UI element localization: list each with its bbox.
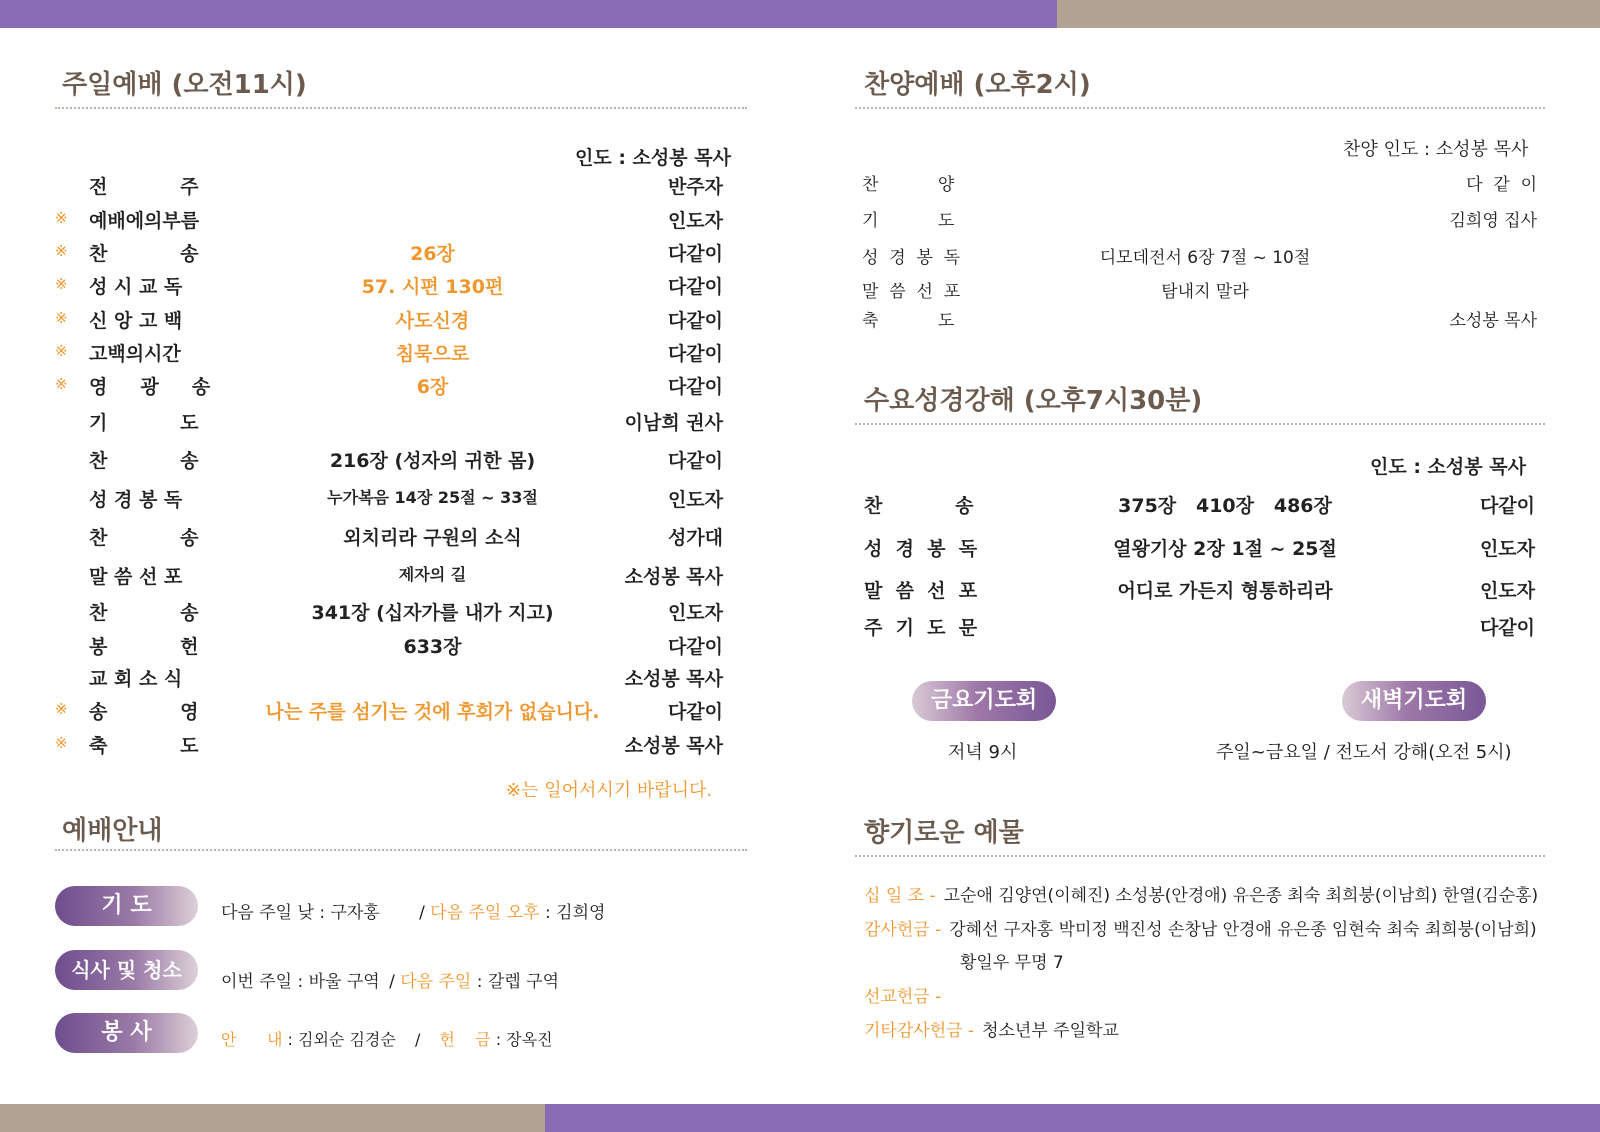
friday-prayer-time: 저녁 9시 [948,742,1018,763]
wednesday-title: 수요성경강해 (오후7시30분) [864,386,1203,416]
bottom-bar-taupe [0,1104,545,1132]
worship-item-person: 성가대 [667,527,723,549]
usher-names: : 김외순 김경순 [287,1030,396,1049]
worship-item-name: 영 광 송 [89,376,211,398]
worship-item-name: 성 시 교 독 [89,276,183,298]
sunday-leader: 인도 : 소성봉 목사 [575,147,731,169]
standing-note: ※는 일어서시기 바랍니다. [506,780,713,801]
praise-item-person: 김희영 집사 [1449,211,1537,231]
stand-mark: ※ [55,734,68,752]
wednesday-row [0,576,1600,606]
worship-item-name: 기 도 [89,412,199,434]
worship-item-person: 다같이 [667,343,723,365]
offering-names: 고순애 김양연(이혜진) 소성봉(안경애) 유은종 최숙 최희붕(이남희) 한열(김순홍) [943,886,1539,906]
wednesday-item-content: 열왕기상 2장 1절 ~ 25절 [1113,538,1337,560]
wednesday-item-name: 찬 송 [864,495,974,517]
praise-row [0,243,1600,273]
prayer-label: 기 도 [55,886,198,926]
worship-row [0,372,760,402]
sunday-title: 주일예배 (오전11시) [62,70,307,100]
offering-rule [855,855,1545,857]
praise-row [0,206,1600,236]
worship-item-name: 찬 송 [89,450,199,472]
worship-item-person: 다같이 [667,701,723,723]
praise-row [0,277,1600,307]
separator: / [414,1030,421,1049]
offering-category: 기타감사헌금 - [864,1021,975,1041]
offering-row [864,948,1064,973]
worship-item-content: 제자의 길 [398,565,467,584]
worship-item-name: 말 씀 선 포 [89,566,183,588]
worship-item-name: 예배에의부름 [89,210,200,232]
praise-item-person: 소성봉 목사 [1449,311,1537,331]
praise-item-name: 찬 양 [862,175,955,195]
worship-item-name: 고백의시간 [89,343,181,365]
offering-names: 강혜선 구자홍 박미정 백진성 손창남 안경애 유은종 임현숙 최숙 최희붕(이남희) [949,920,1537,940]
separator: / [419,903,425,923]
meal-label: 식사 및 청소 [55,950,198,990]
worship-item-name: 찬 송 [89,243,199,265]
meal-this-week: 이번 주일 : 바울 구역 [221,972,380,992]
worship-item-name: 축 도 [89,735,199,757]
praise-rule [855,107,1545,109]
wednesday-item-content: 어디로 가든지 형통하리라 [1117,580,1333,602]
worship-item-person: 반주자 [667,176,723,198]
wednesday-row [0,534,1600,564]
sunday-rule [55,107,747,109]
wednesday-row [0,491,1600,521]
dawn-prayer-time: 주일~금요일 / 전도서 강해(오전 5시) [1216,742,1512,763]
meal-next-week: : 갈렙 구역 [476,972,559,992]
dawn-prayer-label: 새벽기도회 [1342,681,1486,721]
worship-item-person: 소성봉 목사 [624,735,723,757]
bottom-bar-purple [545,1104,1600,1132]
praise-leader: 찬양 인도 : 소성봉 목사 [1343,139,1529,160]
wednesday-item-name: 성 경 봉 독 [864,538,978,560]
wednesday-item-person: 다같이 [1479,495,1535,517]
wednesday-rule [855,423,1545,425]
stand-mark: ※ [55,209,68,227]
worship-item-name: 송 영 [89,701,199,723]
offering-helper-name: : 장옥진 [495,1030,553,1049]
worship-item-content: 341장 (십자가를 내가 지고) [311,602,554,624]
stand-mark: ※ [55,309,68,327]
worship-item-name: 신 앙 고 백 [89,310,183,332]
praise-item-person: 다 같 이 [1466,175,1537,195]
prayer-next-day: 다음 주일 낮 : 구자홍 [221,903,380,923]
offering-row [864,1016,1119,1041]
meal-next-week-label: 다음 주일 [400,972,472,992]
offering-row [864,982,949,1007]
top-bar-taupe [1057,0,1600,28]
worship-row [0,664,760,694]
wednesday-item-person: 인도자 [1479,580,1535,602]
offering-category: 십 일 조 - [864,886,936,906]
worship-row [0,731,760,761]
worship-item-name: 성 경 봉 독 [89,489,183,511]
wednesday-item-name: 주 기 도 문 [864,617,978,639]
worship-item-content: 사도신경 [395,310,470,332]
praise-item-name: 말 씀 선 포 [862,282,961,302]
offering-category: 감사헌금 - [864,920,942,940]
worship-row [0,446,760,476]
worship-item-name: 찬 송 [89,527,199,549]
stand-mark: ※ [55,700,68,718]
separator: / [389,972,395,992]
offering-names: 청소년부 주일학교 [982,1021,1119,1041]
worship-item-person: 소성봉 목사 [624,668,723,690]
worship-item-content: 나는 주를 섬기는 것에 후회가 없습니다. [265,701,600,723]
worship-item-person: 다같이 [667,243,723,265]
worship-item-content: 6장 [416,376,449,398]
worship-row [0,408,760,438]
worship-row [0,697,760,727]
worship-item-person: 인도자 [667,210,723,232]
usher-label: 안 내 [221,1030,283,1049]
stand-mark: ※ [55,375,68,393]
prayer-info [221,898,605,923]
wednesday-row [0,613,1600,643]
worship-item-person: 인도자 [667,489,723,511]
worship-item-name: 찬 송 [89,602,199,624]
worship-row [0,339,760,369]
worship-item-person: 다같이 [667,376,723,398]
worship-item-content: 633장 [403,636,462,658]
worship-item-person: 이남희 권사 [624,412,723,434]
stand-mark: ※ [55,242,68,260]
top-bar-purple [0,0,1057,28]
prayer-next-afternoon: : 김희영 [545,903,606,923]
offering-row [864,915,1537,940]
offering-title: 향기로운 예물 [864,818,1024,848]
offering-names: 황일우 무명 7 [960,953,1064,973]
worship-item-person: 다같이 [667,276,723,298]
praise-row [0,170,1600,200]
worship-item-content: 26장 [410,243,455,265]
prayer-next-afternoon-label: 다음 주일 오후 [430,903,540,923]
stand-mark: ※ [55,275,68,293]
offering-row [864,881,1538,906]
worship-item-content: 누가복음 14장 25절 ~ 33절 [327,488,538,507]
guide-rule [55,849,747,851]
worship-item-name: 전 주 [89,176,199,198]
praise-item-name: 기 도 [862,211,955,231]
meal-info [221,967,559,992]
praise-row [0,306,1600,336]
worship-item-person: 다같이 [667,450,723,472]
praise-item-content: 디모데전서 6장 7절 ~ 10절 [1099,248,1311,268]
worship-item-content: 216장 (성자의 귀한 몸) [329,450,536,472]
stand-mark: ※ [55,342,68,360]
praise-item-content: 탐내지 말라 [1161,282,1249,302]
praise-item-name: 축 도 [862,311,955,331]
worship-item-content: 57. 시편 130편 [361,276,504,298]
worship-item-person: 다같이 [667,310,723,332]
friday-prayer-label: 금요기도회 [912,681,1056,721]
wednesday-item-person: 인도자 [1479,538,1535,560]
worship-item-person: 다같이 [667,636,723,658]
praise-item-name: 성 경 봉 독 [862,248,961,268]
worship-item-person: 인도자 [667,602,723,624]
wednesday-item-content: 375장 410장 486장 [1118,495,1332,517]
praise-title: 찬양예배 (오후2시) [864,70,1091,100]
offering-category: 선교헌금 - [864,987,942,1007]
service-info [221,1027,553,1050]
wednesday-item-person: 다같이 [1479,617,1535,639]
wednesday-item-name: 말 씀 선 포 [864,580,978,602]
worship-item-name: 봉 헌 [89,636,199,658]
guide-title: 예배안내 [62,816,163,846]
worship-item-content: 외치리라 구원의 소식 [343,527,522,549]
worship-item-content: 침묵으로 [395,343,470,365]
service-label: 봉 사 [55,1013,198,1053]
worship-item-person: 소성봉 목사 [624,566,723,588]
worship-item-name: 교 회 소 식 [89,668,183,690]
offering-helper-label: 헌 금 [439,1030,491,1049]
wednesday-leader: 인도 : 소성봉 목사 [1370,456,1526,478]
